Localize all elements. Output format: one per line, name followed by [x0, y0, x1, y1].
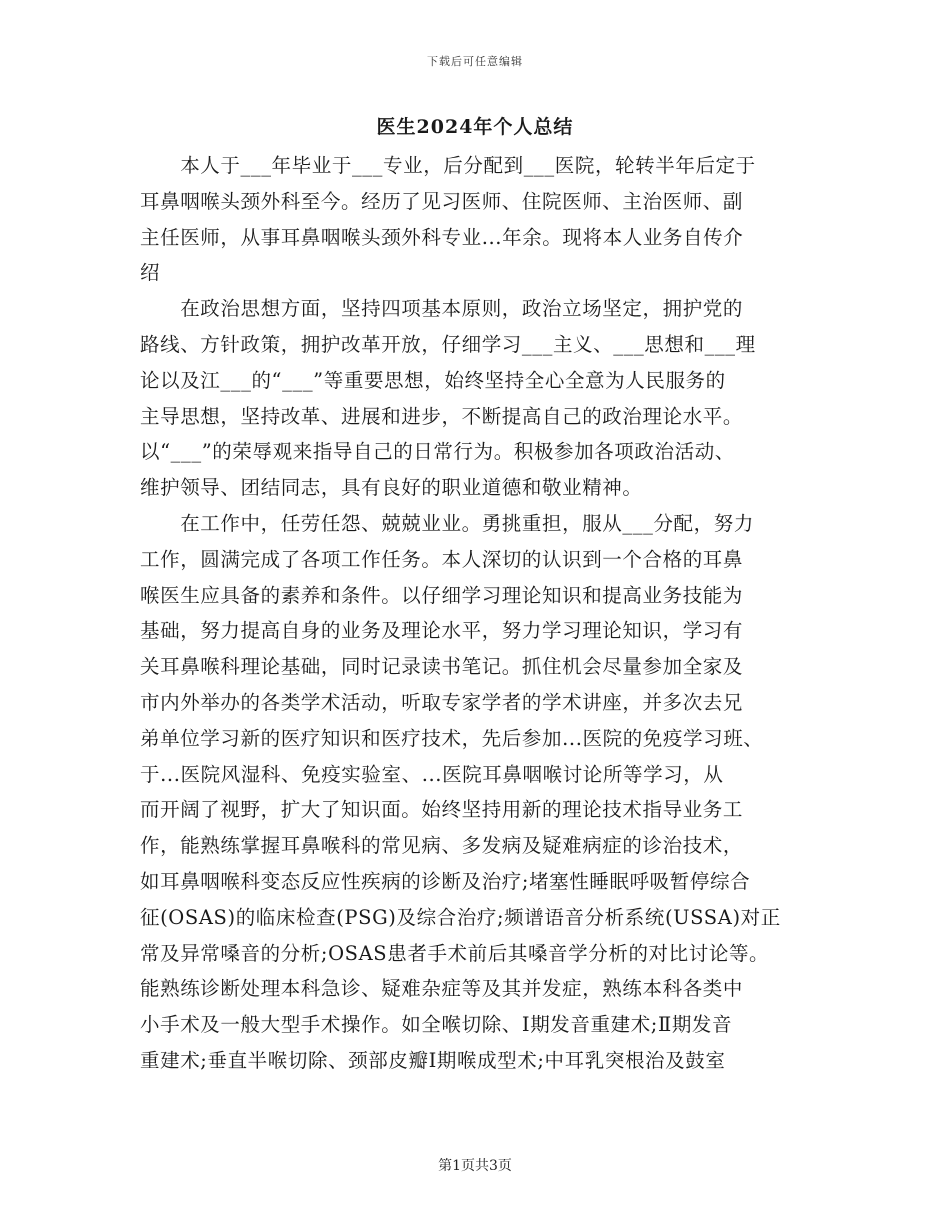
text-line: 论以及江___的“___”等重要思想，始终坚持全心全意为人民服务的: [140, 368, 726, 392]
document-body: [140, 148, 820, 1079]
text-line: 绍: [140, 261, 161, 285]
paragraph-intro: [140, 148, 820, 291]
text-line: 能熟练诊断处理本科急诊、疑难杂症等及其并发症，熟练本科各类中: [140, 977, 744, 1001]
text-line: 小手术及一般大型手术操作。如全喉切除、Ⅰ期发音重建术;Ⅱ期发音: [140, 1013, 733, 1037]
page-header-note: 下载后可任意编辑: [427, 55, 523, 68]
text-line: 工作，圆满完成了各项工作任务。本人深切的认识到一个合格的耳鼻: [140, 547, 744, 571]
paragraph-work: [140, 506, 820, 1079]
text-line: 如耳鼻咽喉科变态反应性疾病的诊断及治疗;堵塞性睡眠呼吸暂停综合: [140, 869, 751, 893]
text-line: 本人于___年毕业于___专业，后分配到___医院，轮转半年后定于: [140, 154, 756, 177]
text-line: 以“___”的荣辱观来指导自己的日常行为。积极参加各项政治活动、: [140, 440, 735, 464]
text-line: 于...医院风湿科、免疫实验室、...医院耳鼻咽喉讨论所等学习，从: [140, 762, 724, 786]
text-line: 喉医生应具备的素养和条件。以仔细学习理论知识和提高业务技能为: [140, 583, 744, 607]
document-title: 医生2024年个人总结: [376, 116, 574, 138]
text-line: 重建术;垂直半喉切除、颈部皮瓣Ⅰ期喉成型术;中耳乳突根治及鼓室: [140, 1048, 726, 1072]
text-line: 作，能熟练掌握耳鼻喉科的常见病、多发病及疑难病症的诊治技术，: [140, 834, 744, 858]
text-line: 在政治思想方面，坚持四项基本原则，政治立场坚定，拥护党的: [140, 297, 744, 321]
text-line: 常及异常嗓音的分析;OSAS患者手术前后其嗓音学分析的对比讨论等。: [140, 941, 770, 965]
text-line: 基础，努力提高自身的业务及理论水平，努力学习理论知识，学习有: [140, 619, 744, 643]
text-line: 市内外举办的各类学术活动，听取专家学者的学术讲座，并多次去兄: [140, 690, 744, 714]
text-line: 路线、方针政策，拥护改革开放，仔细学习___主义、___思想和___理: [140, 332, 756, 356]
text-line: 维护领导、团结同志，具有良好的职业道德和敬业精神。: [140, 476, 643, 500]
text-line: 主任医师，从事耳鼻咽喉头颈外科专业...年余。现将本人业务自传介: [140, 225, 744, 249]
text-line: 耳鼻咽喉头颈外科至今。经历了见习医师、住院医师、主治医师、副: [140, 189, 744, 213]
paragraph-politics: [140, 291, 820, 506]
text-line: 弟单位学习新的医疗知识和医疗技术，先后参加...医院的免疫学习班、: [140, 726, 764, 750]
text-line: 在工作中，任劳任怨、兢兢业业。勇挑重担，服从___分配，努力: [140, 511, 754, 535]
text-line: 主导思想，坚持改革、进展和进步，不断提高自己的政治理论水平。: [140, 404, 744, 428]
text-line: 征(OSAS)的临床检查(PSG)及综合治疗;频谱语音分析系统(USSA)对正: [140, 905, 781, 929]
text-line: 关耳鼻喉科理论基础，同时记录读书笔记。抓住机会尽量参加全家及: [140, 655, 744, 679]
page-number: 第1页共3页: [438, 1158, 512, 1174]
text-line: 而开阔了视野，扩大了知识面。始终坚持用新的理论技术指导业务工: [140, 798, 744, 822]
